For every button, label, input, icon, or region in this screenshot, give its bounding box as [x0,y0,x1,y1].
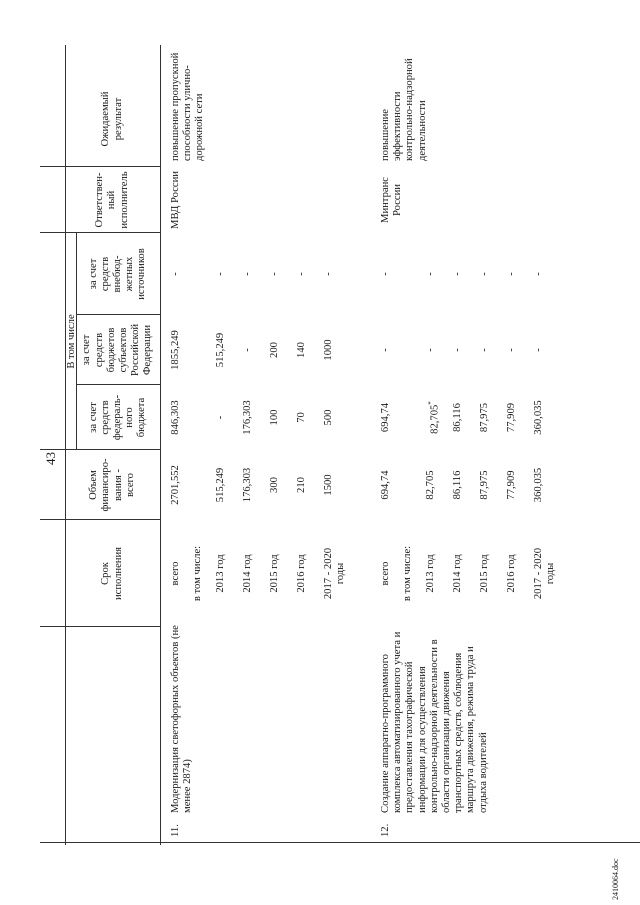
extrabudget-value: - [425,272,436,276]
header-extra: жетных [124,256,136,292]
header-period: Срок [100,562,112,585]
federal-value: 846,303 [170,400,181,435]
header-federal: средств [99,400,111,435]
result-cell: способности улично- [182,65,194,161]
federal-value [425,385,442,450]
result-cell: повышение [380,109,391,161]
federal-value: 176,303 [242,400,253,435]
row-number: 12. [380,823,391,837]
period-cell: в том числе: [402,545,413,602]
header-extra: средств [99,256,111,292]
header-result: результат [112,97,124,141]
total-value: 176,303 [242,467,253,503]
regional-value: 515,249 [215,332,226,368]
period-cell: 2017 - 2020 [323,547,334,600]
header-extra: за счет [87,258,99,290]
result-cell: дорожной сети [194,93,206,161]
task-name-line: области организации движения [441,671,452,813]
extrabudget-value: - [215,272,226,276]
result-cell: деятельности [416,100,428,161]
extrabudget-value: - [170,272,181,276]
header-volume: вания - [112,469,124,501]
extrabudget-value: - [452,272,463,276]
federal-value: 100 [269,409,280,426]
header-executor: ный [106,190,118,210]
regional-value: - [425,348,436,352]
total-value: 210 [296,477,307,493]
header-bottom-border [160,45,161,845]
extrabudget-value: - [533,272,544,276]
header-federal: бюджета [136,397,148,438]
header-volume: Объем [88,470,100,500]
regional-value: - [242,348,253,352]
header-regional: бюджетов [105,327,117,373]
period-cell: в том числе: [192,545,203,602]
period-cell: годы [545,562,557,585]
period-cell: 2014 год [452,554,463,593]
task-name-line: комплекса автоматизированного учета и [392,631,404,813]
task-name-line: Создание аппаратно-программного [380,654,391,813]
total-value: 300 [269,477,280,493]
header-extra: источников [136,248,148,300]
federal-value: 77,909 [506,402,517,433]
period-cell: 2016 год [296,554,307,593]
header-volume: всего [124,473,136,497]
federal-value: 70 [296,412,307,423]
result-cell: повышение пропускной [170,52,181,161]
regional-value: - [533,348,544,352]
result-cell: контрольно-надзорной [404,58,416,161]
header-volume: финансиро- [100,458,112,512]
total-value: 694,74 [380,470,391,500]
footer-code: 2410064.doc [611,858,620,900]
task-name-line: Модернизация светофорных объектов (не [170,625,181,813]
result-cell: эффективности [392,91,404,161]
extrabudget-value: - [506,272,517,276]
footnote-mark: * [427,401,435,405]
extrabudget-value: - [479,272,490,276]
executor-cell: России [392,184,404,216]
period-cell: 2017 - 2020 [533,547,544,600]
period-cell: 2015 год [269,554,280,593]
total-value: 82,705 [425,470,436,500]
total-value: 77,909 [506,470,517,500]
header-extra: внебюд- [111,255,123,293]
header-executor: исполнитель [118,171,130,229]
period-cell: 2016 год [506,554,517,593]
regional-value: - [452,348,463,352]
total-value: 360,035 [533,467,544,503]
period-cell: 2013 год [425,554,436,593]
total-value: 1500 [323,474,334,496]
task-name-line: предоставления тахографической [404,661,416,813]
col-border-0 [40,842,640,843]
extrabudget-value: - [380,272,391,276]
task-name-line: менее 2874) [182,759,194,813]
header-regional: средств [93,332,105,368]
period-cell: всего [170,561,181,586]
regional-value: - [380,348,391,352]
federal-value: 500 [323,409,334,426]
federal-value-number: 82,705 [429,404,441,434]
task-name-line: транспортных средств, соблюдения [453,652,465,813]
federal-value: 86,116 [452,403,463,432]
period-cell: годы [335,562,347,585]
page-number: 43 [43,452,58,465]
federal-value: - [215,415,226,420]
extrabudget-value: - [296,272,307,276]
period-cell: 2013 год [215,554,226,593]
regional-value: 140 [296,342,307,358]
header-including: В том числе [66,314,77,369]
total-value: 87,975 [479,470,490,500]
header-period: исполнения [112,546,124,601]
header-regional: Российской [130,323,142,377]
executor-cell: Минтранс [380,177,391,223]
regional-value: 1855,249 [170,330,181,370]
federal-value: 694,74 [380,402,391,433]
header-federal: федераль- [111,394,123,441]
total-value: 86,116 [452,470,463,500]
regional-value: - [479,348,490,352]
period-cell: 2014 год [242,554,253,593]
header-regional: Федерации [142,324,154,376]
total-value: 515,249 [215,467,226,503]
task-name-line: контрольно-надзорной деятельности в [428,639,440,813]
period-cell: всего [380,561,391,586]
task-name-line: маршрута движения, режима труда и [465,646,477,813]
row-number: 11. [170,824,181,837]
regional-value: 200 [269,342,280,358]
header-regional: за счет [81,334,93,366]
executor-cell: МВД России [170,171,181,229]
extrabudget-value: - [269,272,280,276]
header-federal: ного [124,407,136,428]
task-name-line: информации для осуществления [416,666,428,813]
period-cell: 2015 год [479,554,490,593]
extrabudget-value: - [323,272,334,276]
header-regional: субъектов [118,327,129,373]
total-value: 2701,552 [170,465,181,505]
header-result: Ожидаемый [100,91,112,147]
federal-value: 87,975 [479,402,490,433]
regional-value: 1000 [323,339,334,361]
extrabudget-value: - [242,272,253,276]
federal-value: 360,035 [533,400,544,435]
header-federal: за счет [87,402,99,433]
header-executor: Ответствен- [94,172,106,228]
task-name-line: отдыха водителей [477,732,489,813]
regional-value: - [506,348,517,352]
